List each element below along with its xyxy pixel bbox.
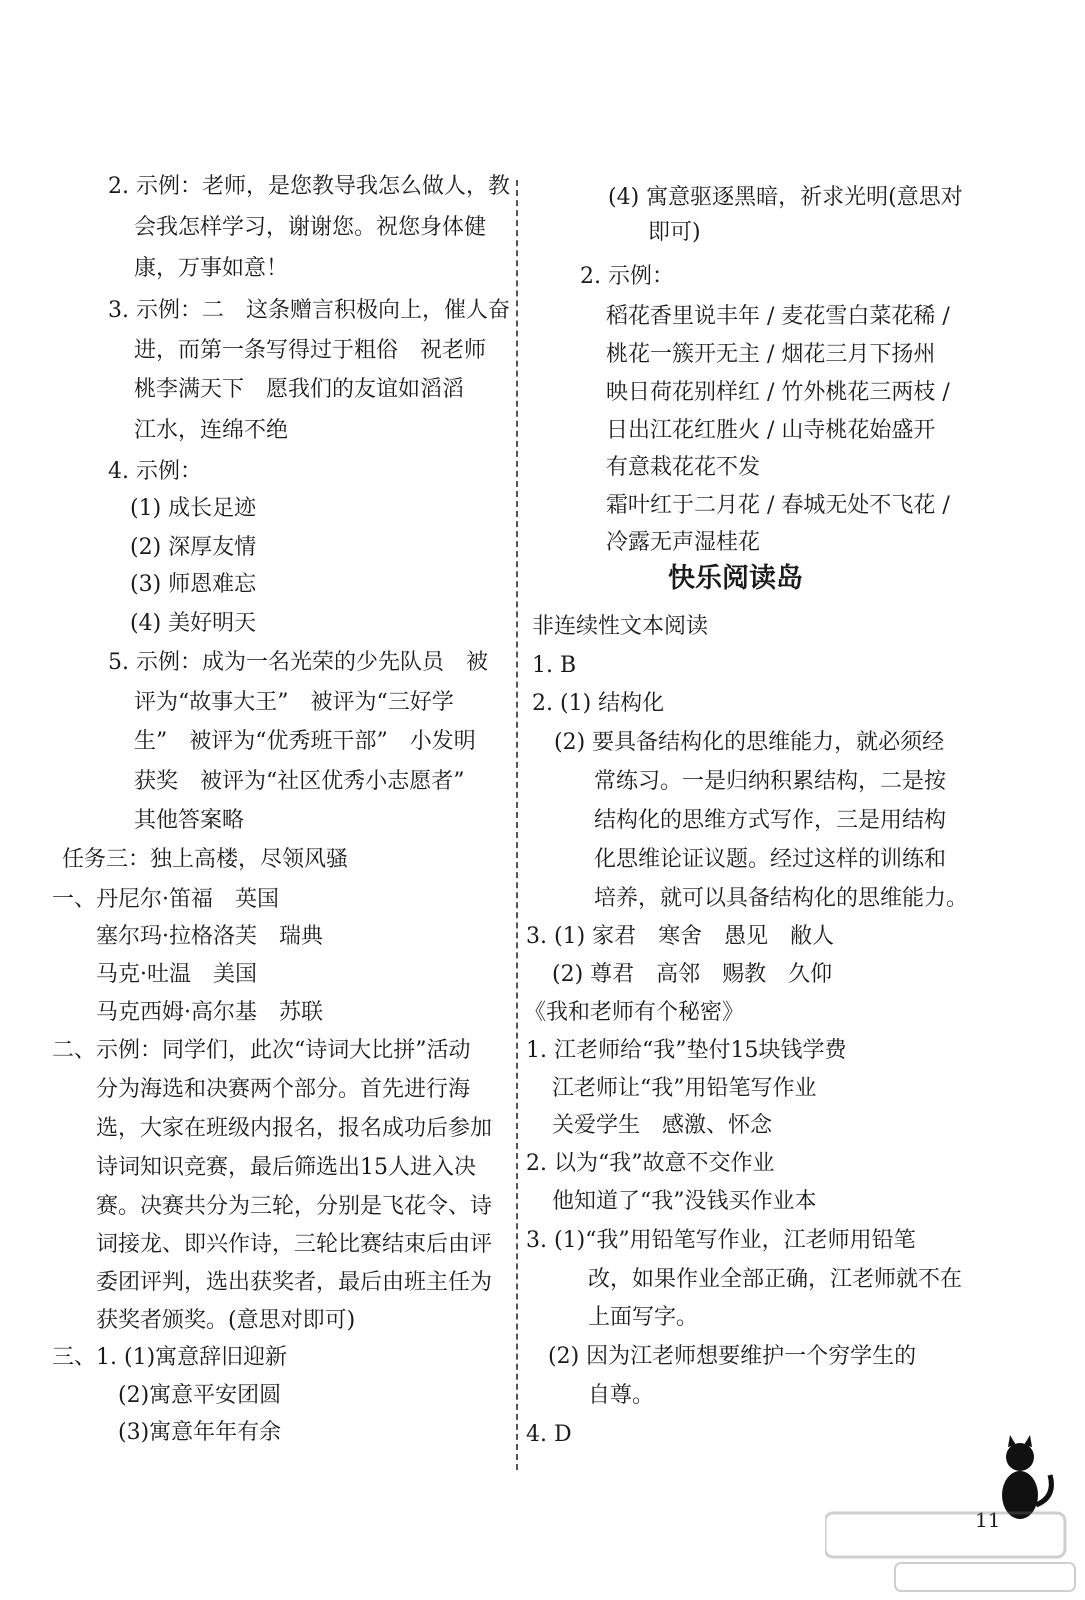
left-line: 评为“故事大王” 被评为“三好学 xyxy=(134,690,454,715)
right-line: 霜叶红于二月花 / 春城无处不飞花 / xyxy=(606,493,950,518)
right-line: 江老师让“我”用铅笔写作业 xyxy=(552,1076,817,1101)
left-line: 词接龙、即兴作诗，三轮比赛结束后由评 xyxy=(96,1232,493,1257)
left-line: 委团评判，选出获奖者，最后由班主任为 xyxy=(96,1270,493,1295)
watermark-logo xyxy=(825,1505,1080,1595)
right-line: 有意栽花花不发 xyxy=(606,455,761,480)
right-line: (2) 要具备结构化的思维能力，就必须经 xyxy=(554,730,945,755)
left-line: 会我怎样学习，谢谢您。祝您身体健 xyxy=(134,215,487,240)
left-line: (4) 美好明天 xyxy=(130,611,257,636)
left-line: 马克西姆·高尔基 苏联 xyxy=(96,1000,323,1025)
left-line: 4. 示例： xyxy=(108,459,202,484)
left-line: (3) 师恩难忘 xyxy=(130,572,257,597)
right-line: 1. 江老师给“我”垫付15块钱学费 xyxy=(526,1038,847,1063)
right-line: 1. B xyxy=(532,653,577,678)
left-line: 马克·吐温 美国 xyxy=(96,962,257,987)
left-line: (2)寓意平安团圆 xyxy=(118,1383,282,1408)
left-line: 获奖者颁奖。(意思对即可) xyxy=(96,1308,356,1333)
left-line: 5. 示例：成为一名光荣的少先队员 被 xyxy=(108,650,488,675)
right-line: 自尊。 xyxy=(588,1383,655,1408)
right-line: 桃花一簇开无主 / 烟花三月下扬州 xyxy=(606,342,936,367)
left-line: 诗词知识竞赛，最后筛选出15人进入决 xyxy=(96,1155,476,1180)
left-line: 一、丹尼尔·笛福 英国 xyxy=(52,887,279,912)
right-line: 即可) xyxy=(648,220,701,245)
right-line: 非连续性文本阅读 xyxy=(532,614,709,639)
right-line: 化思维论证议题。经过这样的训练和 xyxy=(594,847,947,872)
left-line: (2) 深厚友情 xyxy=(130,535,257,560)
left-line: 3. 示例：二 这条赠言积极向上，催人奋 xyxy=(108,298,510,323)
right-line: 结构化的思维方式写作，三是用结构 xyxy=(594,808,947,833)
right-line: 稻花香里说丰年 / 麦花雪白菜花稀 / xyxy=(606,304,950,329)
left-line: 二、示例：同学们，此次“诗词大比拼”活动 xyxy=(52,1038,471,1063)
right-line: 关爱学生 感激、怀念 xyxy=(552,1113,773,1138)
left-line: 获奖 被评为“社区优秀小志愿者” xyxy=(134,769,465,794)
right-line: 常练习。一是归纳积累结构，二是按 xyxy=(594,769,947,794)
left-line: 选，大家在班级内报名，报名成功后参加 xyxy=(96,1116,493,1141)
right-line: 4. D xyxy=(526,1422,572,1447)
left-line: 江水，连绵不绝 xyxy=(134,418,289,443)
column-divider xyxy=(516,180,518,1470)
right-line: (2) 因为江老师想要维护一个穷学生的 xyxy=(548,1344,917,1369)
right-line: 映日荷花别样红 / 竹外桃花三两枝 / xyxy=(606,380,950,405)
right-line: 3. (1)“我”用铅笔写作业，江老师用铅笔 xyxy=(526,1228,916,1253)
left-line: (1) 成长足迹 xyxy=(130,496,257,521)
right-line: 他知道了“我”没钱买作业本 xyxy=(552,1189,817,1214)
left-line: 康，万事如意！ xyxy=(134,256,289,281)
right-line: 冷露无声湿桂花 xyxy=(606,530,761,555)
left-line: 进，而第一条写得过于粗俗 祝老师 xyxy=(134,338,487,363)
right-line: 3. (1) 家君 寒舍 愚见 敝人 xyxy=(526,924,835,949)
left-line: 塞尔玛·拉格洛芙 瑞典 xyxy=(96,924,323,949)
left-line: 2. 示例：老师，是您教导我怎么做人，教 xyxy=(108,174,510,199)
left-line: 三、1. (1)寓意辞旧迎新 xyxy=(52,1345,288,1370)
right-line: (4) 寓意驱逐黑暗，祈求光明(意思对 xyxy=(608,185,963,210)
left-line: 任务三：独上高楼，尽领风骚 xyxy=(62,847,349,872)
page-number: 11 xyxy=(975,1508,1001,1532)
left-line: 分为海选和决赛两个部分。首先进行海 xyxy=(96,1077,471,1102)
right-line: 培养，就可以具备结构化的思维能力。 xyxy=(594,886,969,911)
right-line: 上面写字。 xyxy=(588,1305,699,1330)
left-line: 桃李满天下 愿我们的友谊如滔滔 xyxy=(134,377,465,402)
right-line: 2. 以为“我”故意不交作业 xyxy=(526,1151,775,1176)
left-line: (3)寓意年年有余 xyxy=(118,1420,282,1445)
right-line: 2. (1) 结构化 xyxy=(532,691,665,716)
left-line: 生” 被评为“优秀班干部” 小发明 xyxy=(134,729,476,754)
left-line: 其他答案略 xyxy=(134,808,245,833)
right-line: 改，如果作业全部正确，江老师就不在 xyxy=(588,1267,963,1292)
left-line: 赛。决赛共分为三轮，分别是飞花令、诗 xyxy=(96,1194,493,1219)
right-line: 2. 示例： xyxy=(580,264,674,289)
right-line: 《我和老师有个秘密》 xyxy=(524,1000,745,1025)
right-line: (2) 尊君 高邻 赐教 久仰 xyxy=(552,962,833,987)
section-title: 快乐阅读岛 xyxy=(668,563,803,594)
right-line: 日出江花红胜火 / 山寺桃花始盛开 xyxy=(606,418,936,443)
